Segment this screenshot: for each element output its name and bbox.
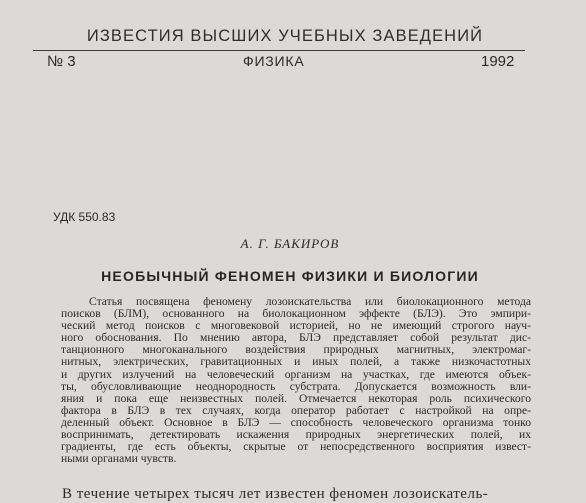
abstract-line: ными органами чувств. — [61, 452, 177, 466]
abstract-line: поисков (БЛМ), основанного на биолокационном эффекте (БЛЭ). Это эмпири- — [61, 307, 531, 321]
udk-code: УДК 550.83 — [53, 210, 116, 224]
abstract-line: градиенты, где есть объекты, скрытые от непосредственного восприятия извест- — [61, 440, 531, 454]
article-title: НЕОБЫЧНЫЙ ФЕНОМЕН ФИЗИКИ И БИОЛОГИИ — [101, 268, 479, 284]
abstract-line: воспринимать, детектировать искажения природных энергетических полей, их — [61, 428, 531, 442]
abstract-line: яния и пока еще неизвестных полей. Отмечается некоторая роль психического — [61, 391, 531, 405]
section-name: ФИЗИКА — [243, 53, 305, 69]
abstract-line: ческий метод поисков с многовековой историей, но не имеющий строгого науч- — [61, 319, 531, 333]
abstract-line: деленный объект. Основное в БЛЭ — способность человеческого организма тонко — [61, 415, 531, 429]
abstract-line: Статья посвящена феномену лозоискательства или биолокационного метода — [89, 295, 531, 308]
abstract-line: нитных, электрических, гравитационных и иных полей, а также низкочастотных — [61, 355, 531, 369]
abstract-line: ты, обусловливающие неоднородность субстрата. Допускается возможность вли- — [61, 379, 531, 393]
abstract-line: ного обоснования. По мнению автора, БЛЭ представляет собой результат дис- — [61, 331, 531, 345]
abstract-line: и других излучений на человеческий организм на участках, где имеются объек- — [61, 367, 531, 381]
journal-title: ИЗВЕСТИЯ ВЫСШИХ УЧЕБНЫХ ЗАВЕДЕНИЙ — [86, 27, 484, 45]
abstract-line: танционного многоканального воздействия природных магнитных, электромаг- — [61, 343, 531, 357]
issue-number: № 3 — [47, 53, 76, 70]
abstract — [61, 296, 531, 465]
publication-year: 1992 — [481, 53, 515, 70]
body-text-first-line: В течение четырех тысяч лет известен феномен лозоискатель- — [62, 486, 489, 502]
abstract-line: фактора в БЛЭ в тех случаях, когда оператор работает с настройкой на опре- — [61, 403, 531, 417]
header-rule — [33, 50, 525, 51]
article-author: А. Г. БАКИРОВ — [240, 236, 340, 251]
